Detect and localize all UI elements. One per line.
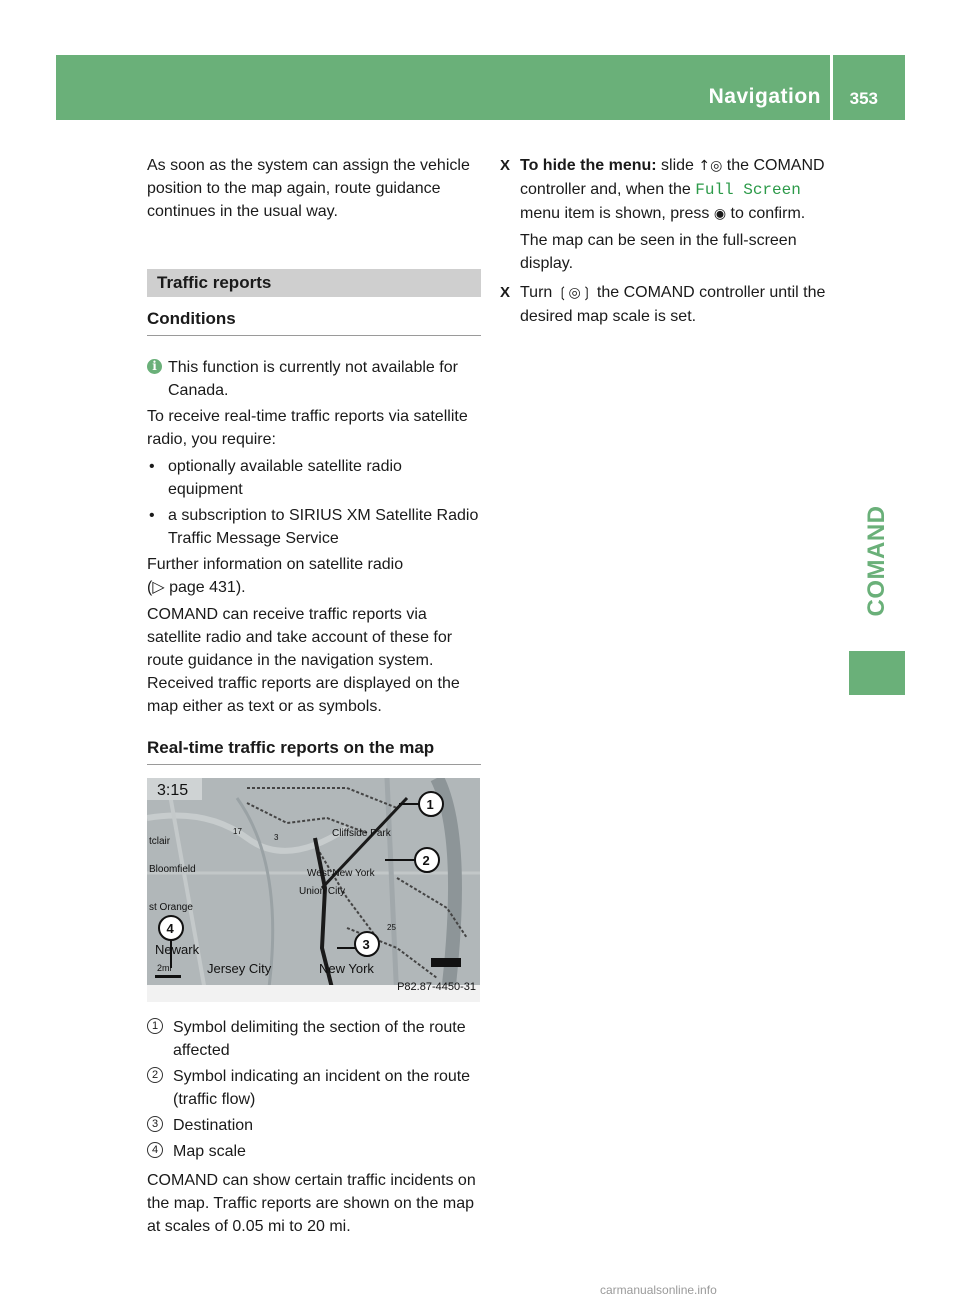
section-heading: Traffic reports	[147, 269, 481, 297]
svg-text:Newark: Newark	[155, 942, 200, 957]
callout-3: 3	[362, 937, 370, 952]
page-number: 353	[849, 89, 878, 108]
legend-item	[147, 1016, 481, 1062]
legend-number: 3	[147, 1116, 163, 1132]
page-reference[interactable]: (▷ page 431).	[147, 579, 246, 596]
svg-text:tclair: tclair	[149, 836, 171, 847]
legend-text: Map scale	[173, 1143, 246, 1160]
bullet-item	[147, 455, 481, 501]
step-marker: X	[500, 157, 511, 174]
legend-text: Symbol indicating an incident on the route (traffic flow)	[173, 1068, 471, 1108]
require-intro: To receive real-time traffic reports via satellite radio, you require:	[147, 408, 468, 448]
info-note-text: This function is currently not available for Canada.	[168, 359, 458, 399]
svg-text:Jersey City: Jersey City	[207, 961, 272, 976]
bullet-icon: •	[149, 507, 155, 524]
intro-paragraph: As soon as the system can assign the vehicle position to the map again, route guidance continues in the usual way.	[147, 157, 470, 220]
legend-text: Symbol delimiting the section of the route affected	[173, 1019, 466, 1059]
header-divider	[830, 55, 833, 120]
controller-turn-icon: ❲◎❳	[556, 285, 593, 301]
right-column	[500, 154, 840, 334]
legend-number: 1	[147, 1018, 163, 1034]
bullet-item	[147, 504, 481, 550]
svg-text:3: 3	[274, 833, 279, 842]
menu-item-full-screen: Full Screen	[695, 181, 801, 199]
controller-slide-icon: ↑◎	[698, 158, 723, 174]
step-label: To hide the menu:	[520, 157, 657, 174]
left-column	[147, 154, 481, 1238]
traffic-map-figure	[147, 778, 480, 1002]
map-graphic	[147, 778, 480, 1002]
section-title: Navigation	[708, 85, 821, 108]
final-paragraph: COMAND can show certain traffic incidents on the map. Traffic reports are shown on the map at scales of 0.05 mi to 20 mi.	[147, 1172, 476, 1235]
watermark: carmanualsonline.info	[600, 1283, 717, 1297]
conditions-heading: Conditions	[147, 307, 481, 336]
step-marker: X	[500, 284, 511, 301]
svg-text:st Orange: st Orange	[149, 902, 193, 913]
svg-text:25: 25	[387, 923, 396, 932]
bullet-icon: •	[149, 458, 155, 475]
svg-text:Union City: Union City	[299, 886, 346, 897]
svg-text:New York: New York	[319, 961, 374, 976]
side-tab-label: COMAND	[863, 505, 890, 617]
side-tab-marker	[849, 651, 905, 695]
step-turn-controller: X Turn ❲◎❳ the COMAND controller until the desired map scale is set.	[500, 281, 840, 328]
callout-2: 2	[422, 853, 430, 868]
map-scale: 2mi	[157, 963, 172, 973]
figure-legend	[147, 1016, 481, 1163]
callout-4: 4	[166, 921, 174, 936]
map-time: 3:15	[157, 782, 189, 799]
svg-text:17: 17	[233, 827, 242, 836]
svg-text:Bloomfield: Bloomfield	[149, 864, 196, 875]
bullet-text: a subscription to SIRIUS XM Satellite Radio Traffic Message Service	[168, 507, 479, 547]
legend-item	[147, 1065, 481, 1111]
bullet-text: optionally available satellite radio equipment	[168, 458, 402, 498]
legend-item	[147, 1114, 481, 1137]
step-hide-menu: X To hide the menu: slide ↑◎ the COMAND controller and, when the Full Screen menu item is shown, press ◉ to confirm. The map can be seen in the full-screen display.	[500, 154, 840, 275]
realtime-heading: Real-time traffic reports on the map	[147, 736, 481, 765]
header-bar	[56, 55, 905, 120]
legend-item	[147, 1140, 481, 1163]
svg-text:Cliffside Park: Cliffside Park	[332, 828, 391, 839]
legend-text: Destination	[173, 1117, 254, 1134]
svg-text:West New York: West New York	[307, 868, 375, 879]
further-info: Further information on satellite radio	[147, 556, 404, 573]
step-note: The map can be seen in the full-screen display.	[520, 232, 797, 272]
callout-1: 1	[426, 797, 434, 812]
figure-caption: P82.87-4450-31	[397, 981, 476, 993]
legend-number: 2	[147, 1067, 163, 1083]
info-icon: i	[147, 359, 162, 374]
controller-press-icon: ◉	[713, 206, 727, 222]
legend-number: 4	[147, 1142, 163, 1158]
comand-paragraph: COMAND can receive traffic reports via satellite radio and take account of these for route guidance in the navigation system. Received traffic reports are displayed on the map either as text or as symbols.	[147, 606, 460, 715]
side-tab	[849, 481, 905, 641]
info-note	[147, 356, 481, 402]
